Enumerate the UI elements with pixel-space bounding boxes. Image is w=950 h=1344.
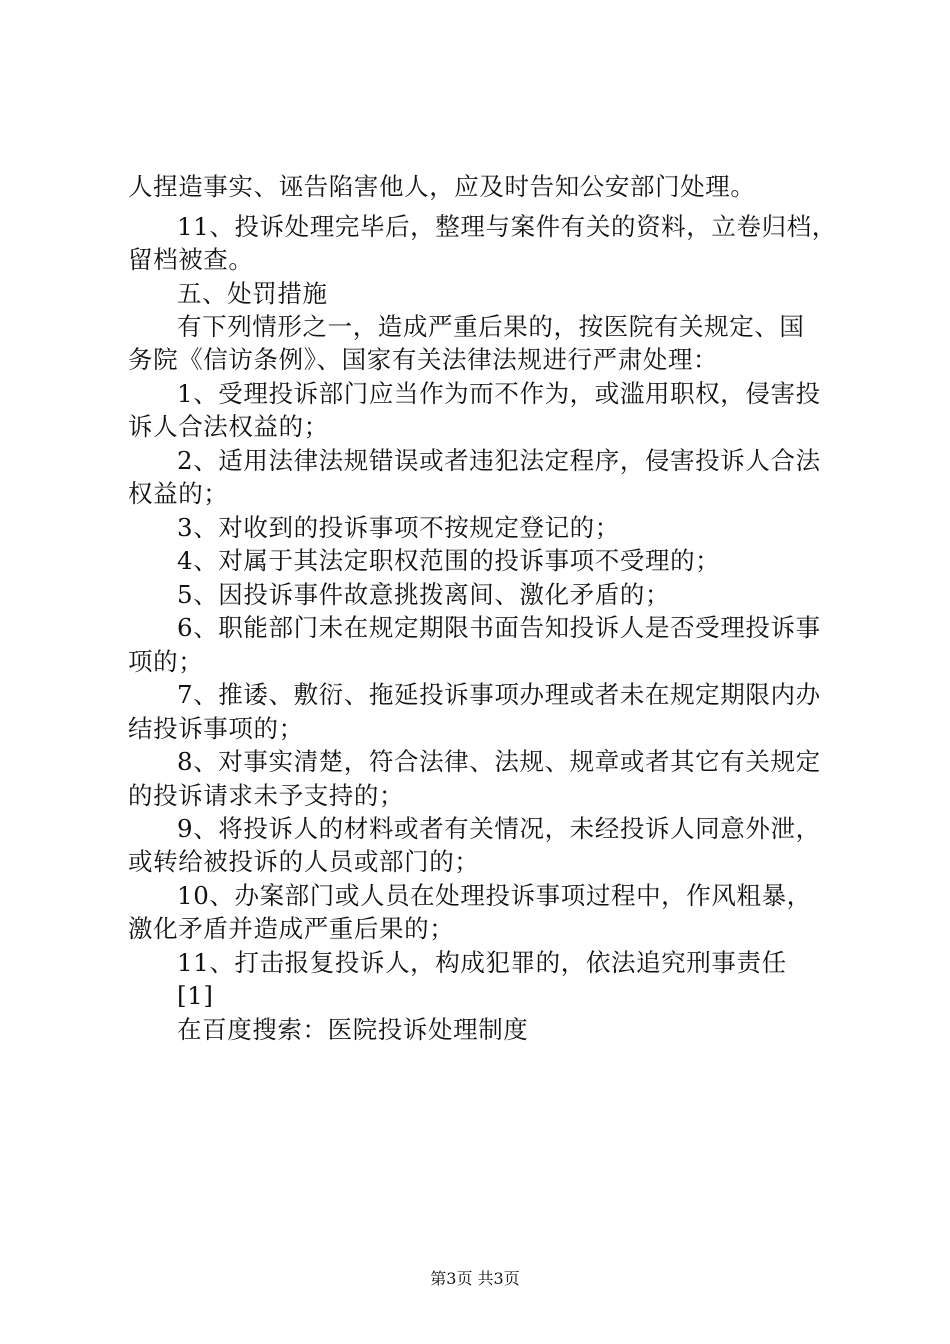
text-line: 项的； [128, 647, 204, 676]
text-line: 或转给被投诉的人员或部门的； [128, 847, 480, 876]
page-number-label: 第3页 共3页 [430, 1269, 520, 1288]
text-line: 5、因投诉事件故意挑拨离间、激化矛盾的； [177, 580, 671, 609]
text-line: 留档被查。 [128, 245, 254, 274]
text-line: 的投诉请求未予支持的； [128, 781, 405, 810]
text-line: 11、打击报复投诉人，构成犯罪的，依法追究刑事责任 [177, 948, 787, 977]
text-line: 有下列情形之一，造成严重后果的，按医院有关规定、国 [177, 312, 805, 341]
text-line: 诉人合法权益的； [128, 412, 329, 441]
text-line: 7、推诿、敷衍、拖延投诉事项办理或者未在规定期限内办 [177, 680, 821, 709]
text-line: 2、适用法律法规错误或者违犯法定程序，侵害投诉人合法 [177, 446, 821, 475]
text-line: 务院《信访条例》、国家有关法律法规进行严肃处理： [128, 345, 719, 374]
search-note: 在百度搜索：医院投诉处理制度 [177, 1015, 529, 1044]
text-line: 1、受理投诉部门应当作为而不作为，或滥用职权，侵害投 [177, 379, 821, 408]
page-footer [0, 1269, 950, 1289]
text-line: 激化矛盾并造成严重后果的； [128, 914, 455, 943]
text-line: 4、对属于其法定职权范围的投诉事项不受理的； [177, 546, 721, 575]
text-line: 11、投诉处理完毕后，整理与案件有关的资料，立卷归档， [177, 212, 837, 241]
text-line: 权益的； [128, 479, 229, 508]
text-line: 3、对收到的投诉事项不按规定登记的； [177, 513, 620, 542]
text-line: 8、对事实清楚，符合法律、法规、规章或者其它有关规定 [177, 747, 821, 776]
text-line: 结投诉事项的； [128, 714, 304, 743]
text-line: 9、将投诉人的材料或者有关情况，未经投诉人同意外泄， [177, 814, 821, 843]
text-line: 6、职能部门未在规定期限书面告知投诉人是否受理投诉事 [177, 613, 821, 642]
section-heading: 五、处罚措施 [177, 279, 328, 308]
citation-marker: [1] [177, 981, 214, 1010]
text-line: 人捏造事实、诬告陷害他人，应及时告知公安部门处理。 [128, 172, 756, 201]
text-line: 10、办案部门或人员在处理投诉事项过程中，作风粗暴， [177, 881, 812, 910]
